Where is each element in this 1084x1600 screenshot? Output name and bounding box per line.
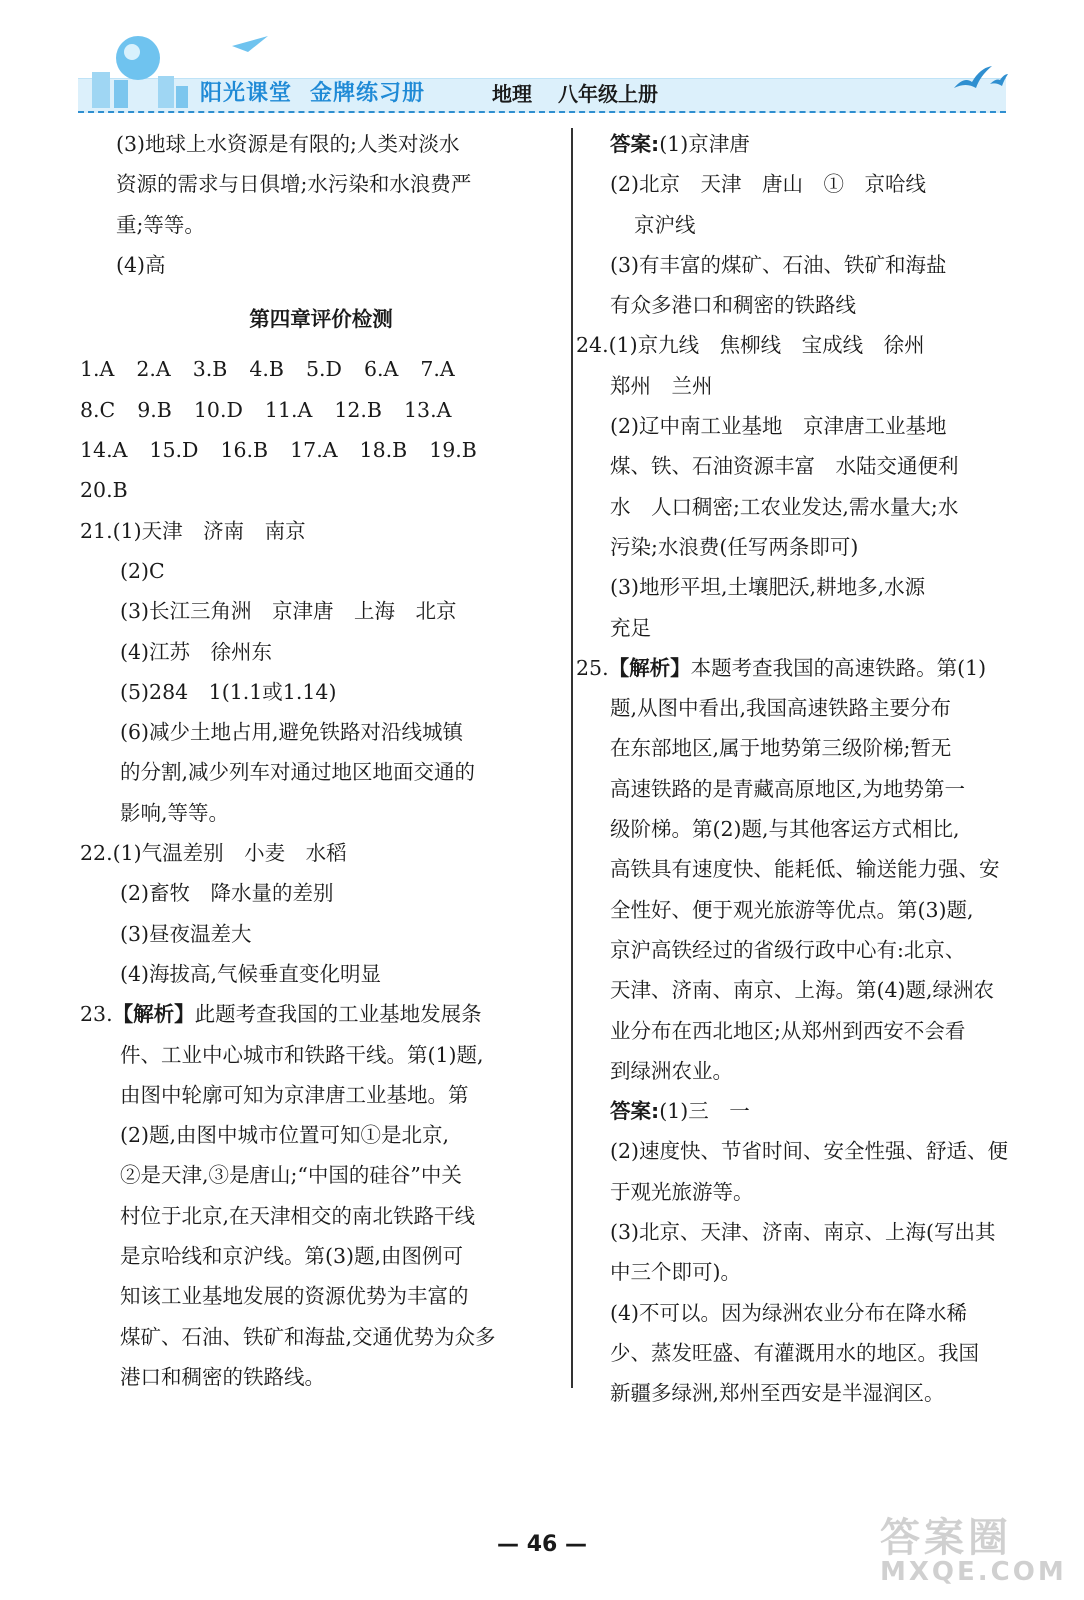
mc-answer: 2.A — [136, 357, 171, 382]
q23-analysis-line: 23.【解析】此题考查我国的工业基地发展条 — [80, 1002, 482, 1027]
watermark-line-1: 答案圈 — [880, 1515, 1012, 1561]
mc-answer-row — [80, 390, 562, 430]
brand-name-2: 金牌练习册 — [310, 81, 426, 106]
mc-answer: 16.B — [220, 438, 269, 463]
text-line: 重;等等。 — [116, 212, 205, 237]
q21-line: 影响,等等。 — [120, 800, 230, 825]
mc-answer: 4.B — [249, 357, 284, 382]
q24-line: 水 人口稠密;工农业发达,需水量大;水 — [610, 494, 959, 519]
mc-answer: 1.A — [80, 357, 115, 382]
answer-text: (1)京津唐 — [659, 132, 750, 156]
q25-answer-line: 于观光旅游等。 — [610, 1179, 754, 1204]
q25-analysis-line: 高速铁路的是青藏高原地区,为地势第一 — [610, 776, 966, 801]
q21-line: (2)C — [120, 558, 165, 583]
mc-answer-row — [80, 430, 562, 470]
q25-answer-line: (2)速度快、节省时间、安全性强、舒适、便 — [610, 1139, 1009, 1164]
q22-line: 22.(1)气温差别 小麦 水稻 — [80, 841, 347, 866]
column-divider — [571, 128, 573, 1388]
q24-line: (2)辽中南工业基地 京津唐工业基地 — [610, 414, 947, 439]
q22-line: (4)海拔高,气候垂直变化明显 — [120, 961, 382, 986]
subject-label: 地理 — [492, 82, 532, 106]
page-header — [0, 0, 1084, 112]
watermark — [880, 1506, 1070, 1590]
text-line: (3)地球上水资源是有限的;人类对淡水 — [116, 132, 460, 156]
q23-answer-line: (2)北京 天津 唐山 ① 京哈线 — [610, 172, 927, 197]
mc-answer: 17.A — [290, 438, 338, 463]
mc-answer-row — [80, 349, 562, 389]
answer-label: 答案: — [610, 1099, 660, 1124]
q22-line: (2)畜牧 降水量的差别 — [120, 881, 334, 906]
text-line: (4)高 — [116, 252, 166, 277]
q22-line: (3)昼夜温差大 — [120, 921, 252, 946]
q23-analysis-line: 是京哈线和京沪线。第(3)题,由图例可 — [120, 1244, 464, 1269]
q24-line: 煤、铁、石油资源丰富 水陆交通便利 — [610, 454, 959, 479]
q21-line: 的分割,减少列车对通过地区地面交通的 — [120, 760, 476, 785]
q25-answer-line: (3)北京、天津、济南、南京、上海(写出其 — [610, 1220, 996, 1245]
analysis-text: 本题考查我国的高速铁路。第(1) — [690, 655, 987, 680]
q25-answer-line: 中三个即可)。 — [610, 1260, 741, 1285]
q23-answer-line — [586, 124, 1060, 164]
q25-answer-line: 新疆多绿洲,郑州至西安是半湿润区。 — [610, 1381, 945, 1406]
q24-line: (3)地形平坦,土壤肥沃,耕地多,水源 — [610, 575, 926, 600]
grade-label: 八年级上册 — [558, 82, 658, 106]
q23-answer-line: 京沪线 — [634, 212, 696, 237]
mc-answer: 19.B — [429, 438, 477, 463]
q21-line: (4)江苏 徐州东 — [120, 639, 273, 664]
q25-analysis-line: 天津、济南、南京、上海。第(4)题,绿洲农 — [610, 978, 995, 1003]
brand-name-1: 阳光课堂 — [200, 81, 293, 106]
mc-answer: 7.A — [420, 357, 455, 382]
q21-line: 21.(1)天津 济南 南京 — [80, 518, 306, 543]
q25-analysis-line: 级阶梯。第(2)题,与其他客运方式相比, — [610, 817, 960, 842]
q25-analysis-line: 京沪高铁经过的省级行政中心有:北京、 — [610, 937, 966, 962]
mc-answer: 9.B — [137, 397, 172, 422]
answer-label: 答案: — [610, 132, 660, 156]
mc-answer: 12.B — [334, 397, 382, 422]
q25-analysis-line: 在东部地区,属于地势第三级阶梯;暂无 — [610, 736, 952, 761]
logo-icon — [84, 28, 194, 112]
q24-line: 充足 — [610, 615, 651, 640]
mc-answer: 13.A — [404, 397, 452, 422]
q25-analysis-line: 题,从图中看出,我国高速铁路主要分布 — [610, 696, 952, 721]
q23-analysis-line: 港口和稠密的铁路线。 — [120, 1364, 325, 1389]
q23-analysis-line: 煤矿、石油、铁矿和海盐,交通优势为众多 — [120, 1324, 496, 1349]
analysis-label: 【解析】 — [608, 655, 691, 680]
analysis-label: 【解析】 — [112, 1002, 195, 1027]
answer-text: (1)三 一 — [659, 1099, 750, 1124]
q21-line: (6)减少土地占用,避免铁路对沿线城镇 — [120, 720, 464, 745]
mc-answer: 6.A — [364, 357, 399, 382]
mc-answer-row — [80, 470, 562, 510]
birds-icon — [950, 62, 1010, 98]
right-column — [576, 124, 1060, 1414]
q23-analysis-line: ②是天津,③是唐山;“中国的硅谷”中关 — [120, 1163, 462, 1188]
paper-plane-icon — [230, 34, 270, 54]
mc-answer: 11.A — [264, 397, 313, 422]
mc-answer: 20.B — [80, 478, 128, 503]
q24-line: 24.(1)京九线 焦柳线 宝成线 徐州 — [576, 333, 925, 358]
brand-title — [200, 76, 443, 107]
q23-analysis-line: 件、工业中心城市和铁路干线。第(1)题, — [120, 1042, 484, 1067]
q23-analysis-line: 知该工业基地发展的资源优势为丰富的 — [120, 1284, 469, 1309]
q21-line: (5)284 1(1.1或1.14) — [120, 679, 337, 704]
section-title: 第四章评价检测 — [249, 307, 393, 332]
q25-analysis-line: 25.【解析】本题考查我国的高速铁路。第(1) — [576, 655, 987, 680]
left-column — [80, 124, 562, 1397]
q23-analysis-line: (2)题,由图中城市位置可知①是北京, — [120, 1123, 450, 1148]
q25-answer-line — [586, 1091, 1060, 1131]
page-number: — 46 — — [497, 1532, 587, 1557]
q25-analysis-line: 到绿洲农业。 — [610, 1058, 733, 1083]
subject-title — [492, 78, 684, 107]
q23-analysis-line: 村位于北京,在天津相交的南北铁路干线 — [120, 1203, 476, 1228]
mc-answer: 5.D — [306, 357, 342, 382]
mc-answer: 15.D — [149, 438, 199, 463]
q24-line: 污染;水浪费(任写两条即可) — [610, 534, 859, 559]
q25-analysis-line: 业分布在西北地区;从郑州到西安不会看 — [610, 1018, 966, 1043]
text-line: 资源的需求与日俱增;水污染和水浪费严 — [116, 172, 472, 197]
analysis-text: 此题考查我国的工业基地发展条 — [194, 1002, 482, 1027]
q23-analysis-line: 由图中轮廓可知为京津唐工业基地。第 — [120, 1082, 469, 1107]
q23-answer-line: 有众多港口和稠密的铁路线 — [610, 293, 856, 318]
q23-answer-line: (3)有丰富的煤矿、石油、铁矿和海盐 — [610, 252, 947, 277]
q25-answer-line: 少、蒸发旺盛、有灌溉用水的地区。我国 — [610, 1340, 979, 1365]
mc-answer: 18.B — [359, 438, 408, 463]
watermark-line-2: MXQE.COM — [880, 1557, 1067, 1587]
mc-answer: 8.C — [80, 397, 116, 422]
q21-line: (3)长江三角洲 京津唐 上海 北京 — [120, 599, 457, 624]
q25-answer-line: (4)不可以。因为绿洲农业分布在降水稀 — [610, 1300, 968, 1325]
mc-answer: 10.D — [193, 397, 243, 422]
q25-analysis-line: 高铁具有速度快、能耗低、输送能力强、安 — [610, 857, 1000, 882]
mc-answer: 3.B — [192, 357, 228, 382]
q25-analysis-line: 全性好、便于观光旅游等优点。第(3)题, — [610, 897, 974, 922]
mc-answer: 14.A — [80, 438, 128, 463]
q24-line: 郑州 兰州 — [610, 373, 713, 398]
